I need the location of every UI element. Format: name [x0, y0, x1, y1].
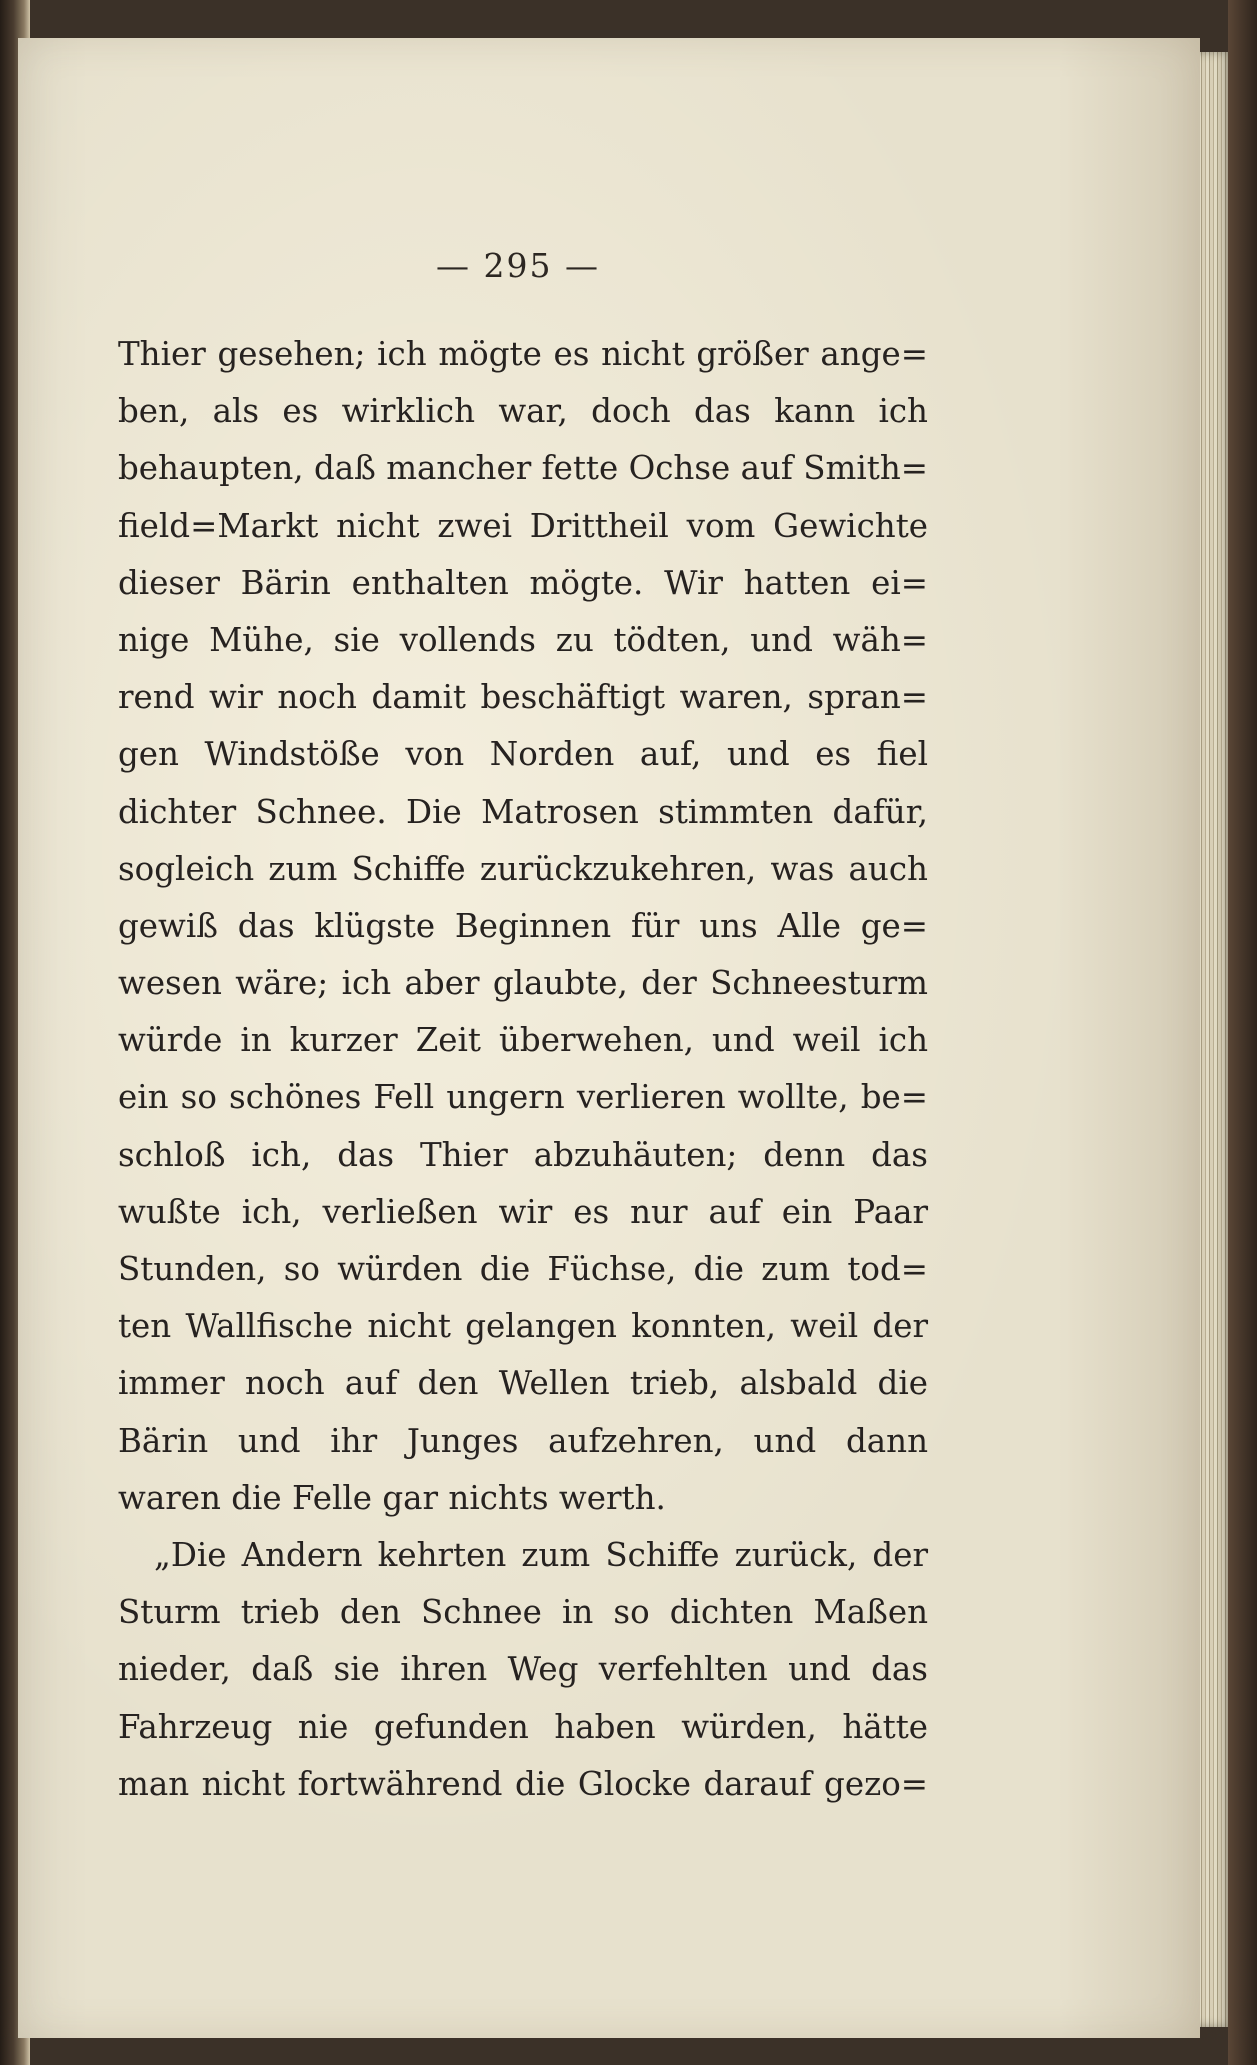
text-line: ein so schönes Fell ungern verlieren wollte, be=: [118, 1078, 928, 1117]
text-line: dichter Schnee. Die Matrosen stimmten dafür,: [118, 792, 928, 831]
paragraph-1: [118, 326, 928, 1527]
text-line: würde in kurzer Zeit überwehen, und weil ich: [118, 1021, 928, 1060]
text-line: Thier gesehen; ich mögte es nicht größer ange=: [118, 335, 928, 373]
text-line: wesen wäre; ich aber glaubte, der Schneesturm: [118, 964, 928, 1003]
book-cover-edge: [1228, 0, 1257, 2065]
body-text: [118, 326, 928, 1813]
text-line: Sturm trieb den Schnee in so dichten Maßen: [118, 1593, 928, 1632]
text-line: sogleich zum Schiffe zurückzukehren, was auch: [118, 849, 928, 888]
text-line: man nicht fortwährend die Glocke darauf gezo=: [118, 1764, 928, 1803]
text-line: behaupten, daß mancher fette Ochse auf Smith=: [118, 449, 928, 488]
text-line: Stunden, so würden die Füchse, die zum tod=: [118, 1250, 928, 1288]
text-line: waren die Felle gar nichts werth.: [118, 1478, 666, 1517]
text-line: nieder, daß sie ihren Weg verfehlten und das: [118, 1650, 928, 1689]
text-line: rend wir noch damit beschäftigt waren, spran=: [118, 678, 928, 717]
paragraph-2: [118, 1527, 928, 1813]
text-line: Bärin und ihr Junges aufzehren, und dann: [118, 1421, 928, 1460]
text-line: gewiß das klügste Beginnen für uns Alle ge=: [118, 906, 928, 945]
text-line: Fahrzeug nie gefunden haben würden, hätte: [118, 1707, 928, 1746]
text-line: field=Markt nicht zwei Drittheil vom Gewichte: [118, 506, 928, 545]
page-number: — 295 —: [436, 246, 600, 285]
text-line: wußte ich, verließen wir es nur auf ein Paar: [118, 1192, 928, 1231]
text-line: „Die Andern kehrten zum Schiffe zurück, der: [154, 1535, 928, 1574]
text-line: schloß ich, das Thier abzuhäuten; denn das: [118, 1135, 928, 1174]
text-line: ben, als es wirklich war, doch das kann ich: [118, 392, 928, 431]
text-line: nige Mühe, sie vollends zu tödten, und wäh=: [118, 620, 928, 659]
text-line: ten Wallfische nicht gelangen konnten, weil der: [118, 1307, 928, 1346]
book-page: [18, 38, 1200, 2038]
text-line: immer noch auf den Wellen trieb, alsbald die: [118, 1364, 928, 1403]
text-line: gen Windstöße von Norden auf, und es fiel: [118, 735, 928, 774]
text-line: dieser Bärin enthalten mögte. Wir hatten ei=: [118, 563, 928, 602]
